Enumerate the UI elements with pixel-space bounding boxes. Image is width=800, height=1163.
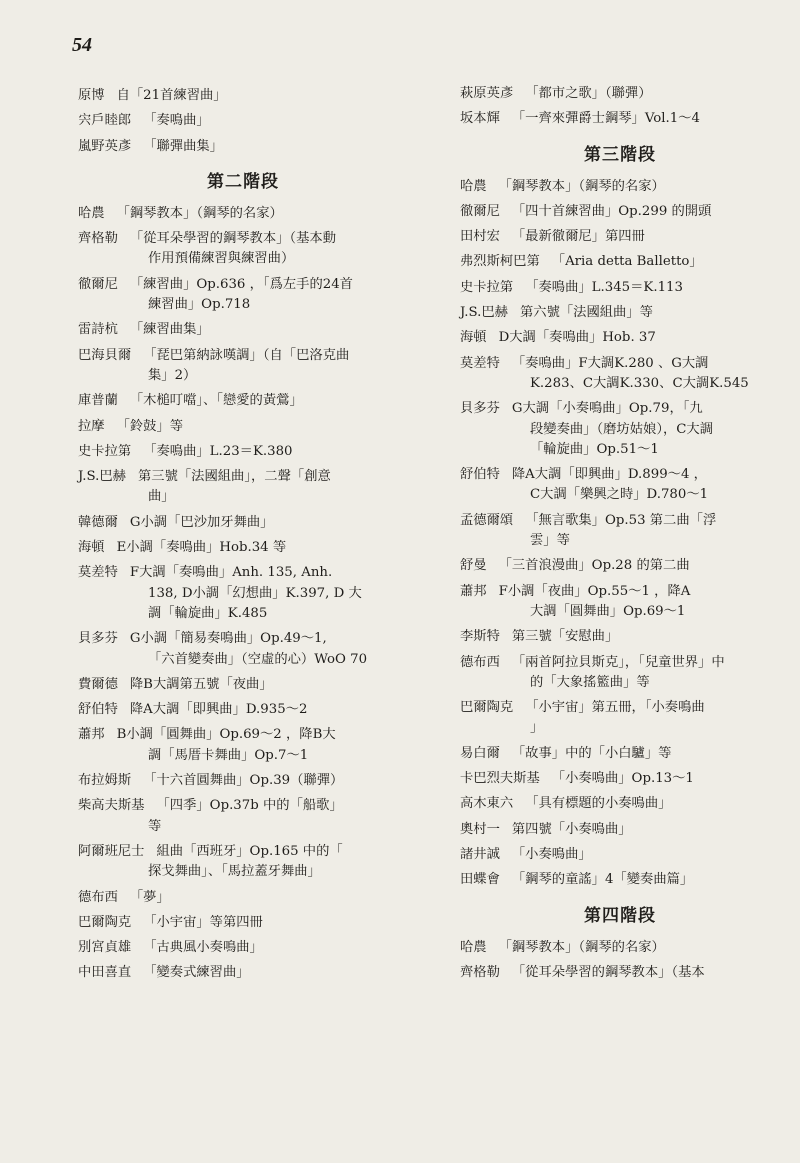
work-title-continued: 的「大象搖籃曲」等	[530, 674, 650, 690]
work-title: 第四號「小奏鳴曲」	[511, 821, 632, 837]
work-title-continued: 集」2）	[148, 367, 197, 383]
list-item	[460, 227, 780, 247]
section-title: 第三階段	[584, 144, 656, 165]
composer-name: 萩原英彥	[460, 86, 514, 101]
composer-name: 哈農	[78, 205, 105, 221]
list-item	[460, 328, 780, 348]
work-title-continued: C大調「樂興之時」D.780～1	[530, 487, 709, 503]
list-item	[460, 465, 780, 506]
work-title-continued: 等	[148, 818, 162, 834]
work-title: 「聯彈曲集」	[143, 138, 223, 154]
list-item	[460, 963, 780, 983]
list-item	[78, 391, 408, 411]
composer-name: 莫差特	[78, 565, 118, 581]
work-title: 「四季」Op.37b 中的「船歌」	[156, 798, 343, 814]
list-item	[460, 354, 780, 395]
work-title-continued: 「六首變奏曲」（空虛的心）WoO 70	[148, 651, 368, 667]
list-item	[78, 442, 408, 462]
work-title: 「最新徹爾尼」第四冊	[511, 229, 645, 245]
work-title: 「三首浪漫曲」Op.28 的第二曲	[498, 558, 690, 574]
work-title-continued: 作用預備練習與練習曲）	[148, 251, 295, 267]
work-title: 第三號「安慰曲」	[511, 629, 619, 645]
section-title: 第四階段	[584, 905, 656, 926]
list-item	[78, 229, 408, 270]
composer-name: 史卡拉第	[460, 279, 514, 295]
work-title: 「四十首練習曲」Op.299 的開頭	[511, 203, 712, 219]
list-item	[460, 820, 780, 840]
work-title: 「古典風小奏鳴曲」	[143, 940, 263, 956]
composer-name: 田蝶會	[460, 872, 500, 888]
work-title-continued: 大調「圓舞曲」Op.69～1	[530, 603, 686, 619]
composer-name: 史卡拉第	[78, 443, 132, 459]
composer-name: 蕭邦	[460, 583, 487, 599]
list-item	[460, 84, 780, 104]
work-title: E小調「奏鳴曲」Hob.34 等	[116, 540, 287, 556]
work-title: 「小宇宙」等第四冊	[143, 914, 263, 930]
work-title: F大調「奏鳴曲」Anh. 135, Anh.	[129, 565, 333, 581]
work-title: 「奏鳴曲」	[143, 113, 210, 129]
list-item	[460, 511, 780, 552]
composer-name: 齊格勒	[460, 964, 500, 980]
work-title-continued: K.283、C大調K.330、C大調K.545	[530, 375, 749, 391]
work-title-continued: 曲」	[148, 489, 175, 505]
composer-name: 齊格勒	[78, 231, 118, 247]
list-item	[460, 653, 780, 694]
work-title: 降B大調第五號「夜曲」	[129, 676, 273, 692]
list-item	[78, 346, 408, 387]
composer-name: 巴爾陶克	[460, 700, 514, 716]
work-title: 「鋼琴教本」（鋼琴的名家）	[498, 939, 665, 955]
composer-name: 舒伯特	[78, 702, 118, 718]
work-title: 「奏鳴曲」F大調K.280 、G大調	[511, 355, 709, 371]
composer-name: 貝多芬	[78, 631, 118, 647]
list-item	[78, 563, 408, 624]
work-title: 「鋼琴教本」（鋼琴的名家）	[116, 205, 283, 221]
composer-name: 雷詩杭	[78, 322, 118, 338]
list-item	[460, 870, 780, 890]
work-title: 「小宇宙」第五冊，「小奏鳴曲	[525, 700, 705, 716]
composer-name: 柴高夫斯基	[78, 798, 145, 814]
list-item	[78, 938, 408, 958]
list-item	[460, 794, 780, 814]
work-title-continued: 138, D小調「幻想曲」K.397, D 大	[148, 585, 362, 601]
work-title: 降A大調「即興曲」D.899～4 ，	[511, 467, 707, 483]
page-number: 54	[72, 34, 92, 56]
work-title: G小調「巴沙加牙舞曲」	[129, 514, 274, 530]
list-item	[460, 303, 780, 323]
work-title: 組曲「西班牙」Op.165 中的「	[156, 843, 343, 859]
list-item	[78, 842, 408, 883]
work-title-continued: 調「輪旋曲」K.485	[148, 605, 268, 621]
work-title-continued: 「輪旋曲」Op.51～1	[530, 441, 659, 457]
composer-name: 哈農	[460, 178, 487, 194]
composer-name: 拉摩	[78, 418, 105, 434]
list-item	[78, 725, 408, 766]
list-item	[78, 700, 408, 720]
work-title-continued: 」	[530, 720, 544, 736]
composer-name: 哈農	[460, 939, 487, 955]
work-title-continued: 段變奏曲」（磨坊姑娘），C大調	[530, 421, 714, 437]
composer-name: 原博	[78, 88, 105, 103]
list-item	[78, 629, 408, 670]
list-item	[460, 202, 780, 222]
work-title: 「小奏鳴曲」Op.13～1	[551, 771, 694, 787]
list-item	[78, 417, 408, 437]
composer-name: 阿爾班尼士	[78, 843, 145, 859]
work-title: 「鋼琴教本」（鋼琴的名家）	[498, 178, 665, 194]
composer-name: 高木東六	[460, 796, 514, 812]
work-title: B小調「圓舞曲」Op.69～2 ，降B大	[116, 727, 336, 743]
composer-name: J.S.巴赫	[78, 469, 126, 485]
composer-name: 奧村一	[460, 821, 500, 837]
composer-name: 巴海貝爾	[78, 347, 132, 363]
work-title: 「Aria detta Balletto」	[551, 254, 703, 270]
list-item	[78, 538, 408, 558]
list-item	[460, 769, 780, 789]
composer-name: 徹爾尼	[460, 203, 500, 219]
work-title-continued: 探戈舞曲」、「馬拉蓋牙舞曲」	[148, 864, 321, 880]
work-title: 「十六首圓舞曲」Op.39（聯彈）	[143, 773, 344, 789]
list-item	[78, 513, 408, 533]
work-title: 「一齊來彈爵士鋼琴」Vol.1～4	[511, 111, 700, 127]
list-item	[460, 744, 780, 764]
list-item	[78, 320, 408, 340]
list-item	[460, 252, 780, 272]
composer-name: 海頓	[460, 330, 487, 346]
work-title: 自「21首練習曲」	[116, 88, 227, 103]
composer-name: 別宮貞雄	[78, 940, 132, 956]
list-item	[460, 109, 780, 129]
composer-name: 蕭邦	[78, 727, 105, 743]
list-item	[78, 275, 408, 316]
list-item	[460, 698, 780, 739]
work-title: 第三號「法國組曲」，二聲「創意	[137, 469, 331, 485]
list-item	[460, 399, 780, 460]
work-title: 第六號「法國組曲」等	[519, 305, 653, 321]
composer-name: 徹爾尼	[78, 276, 118, 292]
work-title: 「夢」	[129, 889, 170, 905]
composer-name: 諸井誠	[460, 846, 500, 862]
list-item	[78, 137, 408, 157]
composer-name: 舒伯特	[460, 467, 500, 483]
right-column	[460, 84, 780, 988]
composer-name: J.S.巴赫	[460, 305, 508, 321]
composer-name: 坂本輝	[460, 111, 500, 127]
list-item	[78, 86, 408, 106]
list-item	[460, 582, 780, 623]
composer-name: 易白爾	[460, 745, 500, 761]
work-title: 「具有標題的小奏鳴曲」	[525, 796, 672, 812]
composer-name: 布拉姆斯	[78, 773, 132, 789]
work-title: 「從耳朵學習的鋼琴教本」（基本	[511, 964, 705, 980]
list-item	[460, 556, 780, 576]
work-title: 「練習曲」Op.636 ，「爲左手的24首	[129, 276, 353, 292]
list-item	[78, 111, 408, 131]
list-item	[460, 627, 780, 647]
list-item	[460, 278, 780, 298]
composer-name: 莫差特	[460, 355, 500, 371]
work-title: 「鋼琴的童謠」4「變奏曲篇」	[511, 872, 694, 888]
work-title: 「故事」中的「小白驢」等	[511, 745, 672, 761]
composer-name: 海頓	[78, 540, 105, 556]
list-item	[460, 938, 780, 958]
composer-name: 費爾德	[78, 676, 118, 692]
work-title: 「變奏式練習曲」	[143, 965, 250, 981]
work-title: 「鈴鼓」等	[116, 418, 184, 434]
section-title: 第二階段	[207, 171, 279, 192]
work-title: 「練習曲集」	[129, 322, 210, 338]
list-item	[78, 204, 408, 224]
composer-name: 舒曼	[460, 558, 487, 574]
composer-name: 貝多芬	[460, 401, 500, 417]
work-title: 「都市之歌」（聯彈）	[525, 86, 652, 101]
list-item	[78, 913, 408, 933]
composer-name: 韓德爾	[78, 514, 118, 530]
composer-name: 嵐野英彥	[78, 138, 132, 154]
left-column	[78, 86, 408, 989]
composer-name: 中田喜直	[78, 965, 132, 981]
list-item	[78, 771, 408, 791]
composer-name: 庫普蘭	[78, 393, 118, 409]
work-title: 「無言歌集」Op.53 第二曲「浮	[525, 512, 717, 528]
list-item	[78, 467, 408, 508]
work-title: G小調「簡易奏鳴曲」Op.49～1,	[129, 631, 327, 647]
list-item	[78, 796, 408, 837]
work-title: 「木槌叮噹」、「戀愛的黃鶯」	[129, 393, 303, 409]
list-item	[460, 177, 780, 197]
work-title: 「從耳朵學習的鋼琴教本」（基本動	[129, 231, 336, 247]
composer-name: 宍戶睦郎	[78, 113, 132, 129]
composer-name: 李斯特	[460, 629, 500, 645]
composer-name: 孟德爾頌	[460, 512, 514, 528]
list-item	[460, 845, 780, 865]
work-title: 「兩首阿拉貝斯克」，「兒童世界」中	[511, 654, 725, 670]
work-title: 降A大調「即興曲」D.935～2	[129, 702, 308, 718]
work-title-continued: 調「馬厝卡舞曲」Op.7～1	[148, 747, 309, 763]
work-title: 「琵巴第納詠嘆調」（自「巴洛克曲	[143, 347, 350, 363]
work-title: 「小奏鳴曲」	[511, 846, 592, 862]
work-title: 「奏鳴曲」L.345＝K.113	[525, 279, 683, 295]
work-title: F小調「夜曲」Op.55～1 ，降A	[498, 583, 691, 599]
list-item	[78, 888, 408, 908]
work-title: 「奏鳴曲」L.23＝K.380	[143, 443, 293, 459]
composer-name: 弗烈斯柯巴第	[460, 254, 540, 270]
composer-name: 德布西	[78, 889, 118, 905]
work-title-continued: 練習曲」Op.718	[148, 297, 251, 313]
composer-name: 德布西	[460, 654, 500, 670]
work-title-continued: 雲」等	[530, 533, 570, 549]
list-item	[78, 675, 408, 695]
work-title: D大調「奏鳴曲」Hob. 37	[498, 330, 656, 346]
composer-name: 卡巴烈夫斯基	[460, 771, 540, 787]
composer-name: 田村宏	[460, 229, 500, 245]
composer-name: 巴爾陶克	[78, 914, 132, 930]
work-title: G大調「小奏鳴曲」Op.79，「九	[511, 401, 703, 417]
list-item	[78, 963, 408, 983]
